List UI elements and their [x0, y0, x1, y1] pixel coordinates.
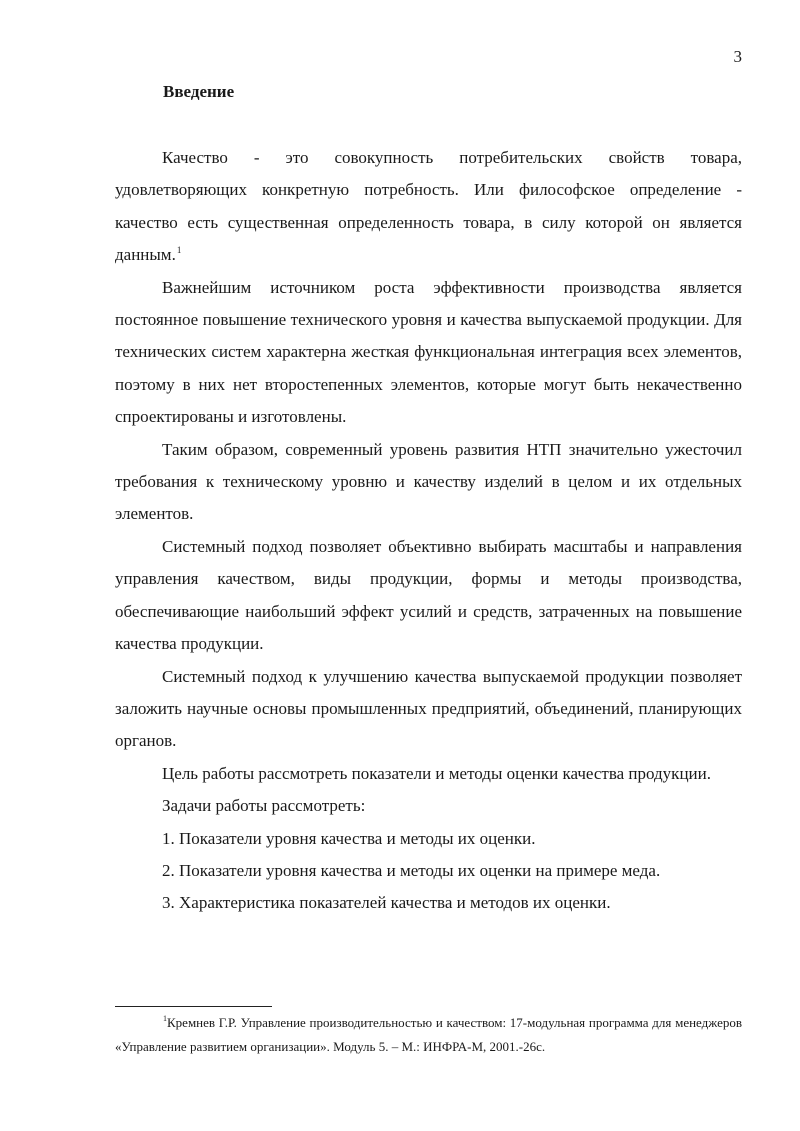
- footnote-mark: 1: [163, 1014, 167, 1023]
- task-item-1: 1. Показатели уровня качества и методы их оценки.: [162, 828, 536, 848]
- paragraph-systemic-improvement: Системный подход к улучшению качества выпускаемой продукции позволяет заложить научные основы промышленных предприятий, объединений, планирующих органов.: [115, 666, 742, 751]
- footnote-text: Кремнев Г.Р. Управление производительностью и качеством: 17-модульная программа для менеджеров «Управление развитием организации». Модуль 5. – М.: ИНФРА-М, 2001.-26с.: [115, 1015, 742, 1054]
- section-heading: Введение: [163, 82, 235, 101]
- paragraph-efficiency: Важнейшим источником роста эффективности производства является постоянное повышение технического уровня и качества выпускаемой продукции. Для технических систем характерна жесткая функциональная интеграция всех элементов, поэтому в них нет второстепенных элементов, которые могут быть некачественно спроектированы и изготовлены.: [115, 277, 742, 427]
- footnote: [115, 1011, 742, 1059]
- paragraph-goal: Цель работы рассмотреть показатели и методы оценки качества продукции.: [162, 763, 711, 783]
- paragraph-quality-definition: [115, 142, 742, 272]
- paragraph-systemic-approach: Системный подход позволяет объективно выбирать масштабы и направления управления качеством, виды продукции, формы и методы производства, обеспечивающие наибольший эффект усилий и средств, затраченных на повышение качества продукции.: [115, 536, 742, 654]
- task-item-2: 2. Показатели уровня качества и методы их оценки на примере меда.: [162, 860, 661, 880]
- footnote-reference[interactable]: 1: [176, 245, 182, 256]
- footnote-separator: [115, 1006, 272, 1007]
- page-number: 3: [733, 47, 742, 66]
- tasks-intro: Задачи работы рассмотреть:: [162, 796, 366, 816]
- task-item-3: 3. Характеристика показателей качества и методов их оценки.: [162, 893, 611, 913]
- paragraph-text: Качество - это совокупность потребительских свойств товара, удовлетворяющих конкретную потребность. Или философское определение - качество есть существенная определенность товара, в силу которой он является данным.: [115, 148, 742, 265]
- paragraph-ntp: Таким образом, современный уровень развития НТП значительно ужесточил требования к техническому уровню и качеству изделий в целом и их отдельных элементов.: [115, 439, 742, 524]
- document-body: [115, 78, 742, 920]
